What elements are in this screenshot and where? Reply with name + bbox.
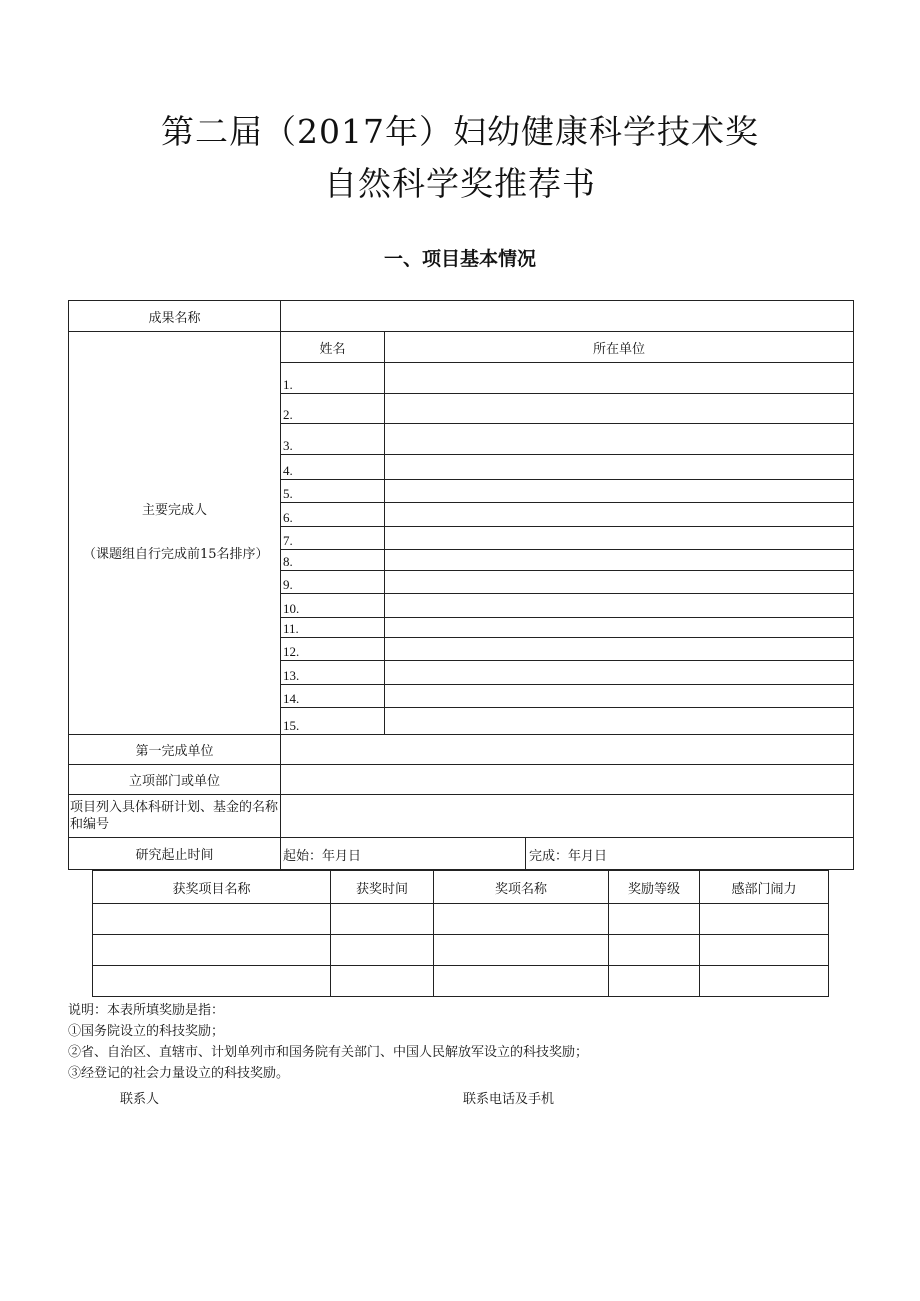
main-contributors-note: （课题组自行完成前15名排序） [83,547,269,562]
main-contributors-label-cell [69,332,281,735]
section-heading: 一、项目基本情况 [383,248,536,270]
contributor-unit-field[interactable] [385,480,854,503]
contributor-row-number: 8. [281,550,385,571]
contributor-row-number: 3. [281,424,385,455]
contributor-row-number: 4. [281,455,385,480]
research-period-label: 研究起止时间 [69,838,281,870]
project-dept-field[interactable] [281,765,854,795]
contributor-row-number: 15. [281,708,385,735]
award-cell[interactable] [93,966,331,997]
contributor-row-number: 2. [281,394,385,424]
contributor-row-number: 9. [281,571,385,594]
award-cell[interactable] [434,966,609,997]
unit-column-header: 所在单位 [385,332,854,363]
contributor-row-number: 14. [281,685,385,708]
research-period-field[interactable] [281,838,854,870]
contributor-row-number: 11. [281,618,385,638]
contributor-unit-field[interactable] [385,424,854,455]
award-cell[interactable] [434,904,609,935]
period-end: 完成：年月日 [529,849,608,864]
award-cell[interactable] [93,904,331,935]
award-cell[interactable] [609,935,700,966]
contributor-row-number: 10. [281,594,385,618]
first-unit-label: 第一完成单位 [69,735,281,765]
contributor-unit-field[interactable] [385,503,854,527]
award-cell[interactable] [609,904,700,935]
contributor-unit-field[interactable] [385,550,854,571]
contributor-unit-field[interactable] [385,363,854,394]
main-contributors-label: 主要完成人 [141,503,207,518]
award-header-level: 奖励等级 [609,871,700,904]
award-cell[interactable] [331,904,434,935]
award-header-dept: 感部门闹力 [700,871,829,904]
award-cell[interactable] [331,966,434,997]
notes-intro: 说明：本表所填奖励是指： [68,1003,225,1018]
award-header-time: 获奖时间 [331,871,434,904]
contributor-unit-field[interactable] [385,571,854,594]
contributor-row-number: 7. [281,527,385,550]
achievement-name-field[interactable] [281,301,854,332]
contributor-unit-field[interactable] [385,685,854,708]
contributor-unit-field[interactable] [385,527,854,550]
notes-item-3: ③经登记的社会力量设立的科技奖励。 [68,1066,290,1081]
achievement-name-label: 成果名称 [69,301,281,332]
award-cell[interactable] [700,935,829,966]
contact-person-label: 联系人 [120,1092,160,1107]
contributor-unit-field[interactable] [385,661,854,685]
project-dept-label: 立项部门或单位 [69,765,281,795]
fund-plan-field[interactable] [281,795,854,838]
award-cell[interactable] [700,904,829,935]
project-info-table [68,300,854,870]
contributor-row-number: 1. [281,363,385,394]
contributor-unit-field[interactable] [385,618,854,638]
contributor-row-number: 5. [281,480,385,503]
contributor-row-number: 13. [281,661,385,685]
contributor-unit-field[interactable] [385,708,854,735]
document-title-line1: 第二届（2017年）妇幼健康科学技术奖 [161,112,759,151]
contributor-row-number: 12. [281,638,385,661]
document-title-line2: 自然科学奖推荐书 [324,164,596,203]
award-header-project: 获奖项目名称 [93,871,331,904]
award-cell[interactable] [331,935,434,966]
contributor-unit-field[interactable] [385,638,854,661]
period-divider [525,838,526,870]
notes [68,1000,588,1084]
name-column-header: 姓名 [281,332,385,363]
period-start: 起始：年月日 [283,849,362,864]
contributor-unit-field[interactable] [385,594,854,618]
award-cell[interactable] [609,966,700,997]
notes-item-1: ①国务院设立的科技奖励； [68,1024,225,1039]
contributor-unit-field[interactable] [385,455,854,480]
contributor-row-number: 6. [281,503,385,527]
first-unit-field[interactable] [281,735,854,765]
contributor-unit-field[interactable] [385,394,854,424]
fund-plan-label: 项目列入具体科研计划、基金的名称和编号 [69,795,281,838]
notes-item-2: ②省、自治区、直辖市、计划单列市和国务院有关部门、中国人民解放军设立的科技奖励； [68,1045,589,1060]
award-cell[interactable] [700,966,829,997]
award-table [92,870,829,997]
award-header-name: 奖项名称 [434,871,609,904]
contact-phone-label: 联系电话及手机 [463,1092,555,1107]
award-cell[interactable] [93,935,331,966]
award-cell[interactable] [434,935,609,966]
